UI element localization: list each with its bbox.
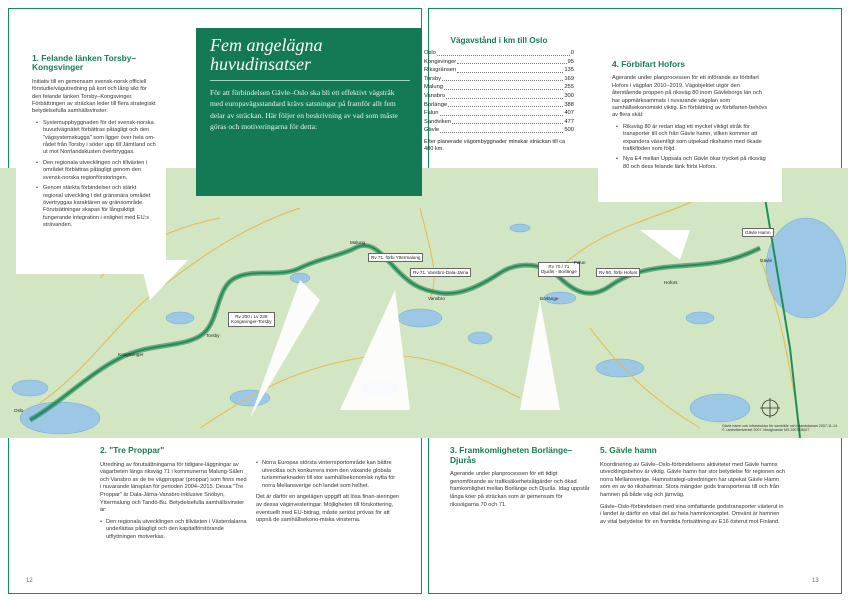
distance-place: Gävle — [424, 127, 440, 134]
distance-place: Kongsvinger — [424, 58, 457, 65]
distance-row — [424, 58, 574, 67]
distance-row — [424, 83, 574, 92]
distance-value: 388 — [564, 101, 574, 108]
map-copyright: Gävle hamn och infrastruktur för samhälle och inlandsbanan 2007-11-14 © Lantmäteriverket 2007. Medgivande MS 2007/05627 — [722, 424, 837, 433]
city-oslo: Oslo — [14, 408, 24, 413]
section-5-p2: Gävle–Oslo-förbindelsen med sina omfattande godstransporter västerut in i landet är därför en vital del av hela hamnkonceptet. Omvänt är hamnen av vital betydelse för en framtida fortsättning av E16 österut mot Finland. — [600, 503, 784, 525]
city-malung: Malung — [350, 240, 366, 245]
city-hofors: Hofors — [664, 280, 678, 285]
city-gavle: Gävle — [760, 258, 773, 263]
distance-row — [424, 101, 574, 110]
map-label-rv200: Rv 200 / Lv 239 Kongsvinger-Torsby — [228, 312, 275, 327]
distance-row — [424, 126, 574, 135]
section-2-col2-text: Det är därför en angelägen uppgift att lösa finan-sieringen av dessa väginvesteringar. Möjligheten till förskottering, eventuellt med EU-bidrag, måste seriöst prövas för att uppnå de samhällsekono-miska vinsterna. — [256, 494, 400, 524]
city-falun: Falun — [574, 260, 586, 265]
distance-place: Torsby — [424, 75, 442, 82]
distance-value: 95 — [567, 58, 574, 65]
distance-row — [424, 75, 574, 84]
section-1-bullet: • Genom stärkta förbindelser och stärkt regional utveckling i det gränsnära området övertryggas karaktären av gränsområde. Förutsättningar skapas för långsiktigt fungerande integration i enlighet med EU:s strävanden. — [38, 185, 156, 229]
map-label-rv70: Rv 70 / 71 Djurås - Borlänge — [538, 262, 580, 277]
section-2-bullet: • Norra Europas största vinterrsportområde kan bättre utvecklas och konkurrera inom den växande globala turismmarknaden till stor samhällsekonomisk nytta för norra Mellansverige och landet som helhet. — [256, 460, 404, 490]
map-label-rv71: Rv 71. förbi Yttermalung — [368, 253, 423, 262]
distance-note: Efter planerade vägombyggnader minskar sträckan till ca 480 km. — [424, 138, 566, 153]
section-3-col — [450, 446, 590, 513]
distance-value: 477 — [564, 118, 574, 125]
section-4-title: 4. Förbifart Hofors — [612, 59, 686, 69]
distance-place: Sandviken — [424, 118, 452, 125]
distance-row — [424, 118, 574, 127]
distance-leader — [457, 58, 566, 65]
distance-row — [424, 66, 574, 75]
distance-rows — [424, 49, 574, 135]
distance-row — [424, 109, 574, 118]
section-5-p1: Koordinering av Gävle–Oslo-förbindelsens aktiviteter med Gävle hamns utvecklingsbehov är viktig. Gävle hamn har stor betydelse för regionen och norra Mellansverige. Hamnstrategi-utredningen har utpekat Gävle Hamn som en av tio rikshamnar. Stora mängder gods transporteras till och från hamnen på både väg och järnväg. — [600, 461, 786, 498]
distance-place: Borlänge — [424, 101, 448, 108]
distance-value: 300 — [564, 92, 574, 99]
distance-value: 407 — [564, 110, 574, 117]
city-torsby: Torsby — [206, 333, 220, 338]
distance-value: 135 — [564, 67, 574, 74]
distance-place: Falun — [424, 110, 439, 117]
section-4-bullet: • Riksväg 80 är redan idag ett mycket viktigt stråk för transporter till och från Gävle hamn, vilken kommer att expandera väsentligt som utpekad rikshamn med ökade trafikflöden som följd. — [618, 124, 770, 154]
distance-value: 500 — [564, 127, 574, 134]
section-4-bullet: • Nya E4 mellan Uppsala och Gävle ökar trycket på riksväg 80 och dess felande länk förbi Hofors. — [618, 156, 770, 171]
distance-row — [424, 92, 574, 101]
map-label-rv71b: Rv 71. Vansbro-Dala-Järna — [410, 268, 471, 277]
distance-place: Oslo — [424, 50, 436, 56]
section-1-intro: Initiativ till en gemensam svensk-norsk officiell förstudie/vägutredning på kort och lång sikt för den felande länken Torsby–Kongsvinger. Förbättringen av sträckan leder till flera strategiskt betydelsefulla samhällsvinster: — [32, 78, 156, 115]
intro-green-box — [196, 28, 422, 196]
map-label-gavle-hamn: Gävle Hamn — [742, 228, 774, 237]
section-4-box — [598, 52, 782, 202]
distance-leader — [448, 101, 563, 108]
section-2-bullet: • Den regionala utvecklingen och tillväxten i Västerdalarna underlättas påtagligt och den kapitalförstörande utflyttningen motverkas. — [100, 519, 248, 542]
distance-title: Vägavstånd i km till Oslo — [450, 36, 548, 45]
distance-row — [424, 49, 574, 58]
distance-value: 0 — [570, 50, 574, 56]
section-4-bullets — [612, 124, 770, 171]
section-1-bullet: • Systemuppbyggnaden för det svensk-norska huvudvägnätet förbättras påtagligt och den "vägsystemskugga" som ligger över hela om-rådet från Torsby i söder upp till Jämtland och ut mot Norrlandskusten överbryggas. — [38, 120, 156, 157]
distance-leader — [437, 49, 570, 56]
distance-leader — [440, 126, 563, 133]
section-2-col-1 — [100, 446, 248, 546]
section-5-title: 5. Gävle hamn — [600, 445, 657, 455]
section-1-bullets — [32, 120, 156, 230]
intro-text: För att förbindelsen Gävle–Oslo ska bli ett effektivt vägstråk med europavägsstandard krävs satsningar på framför allt fem delar av sträckan. Här följer en beskrivning av vad som måste göras och motiveringarna för detta: — [210, 88, 398, 132]
page-number-right: 13 — [812, 578, 819, 584]
city-vansbro: Vansbro — [428, 296, 445, 301]
city-borlange: Borlänge — [540, 296, 559, 301]
intro-rule — [210, 80, 410, 81]
section-3-title: 3. Framkomligheten Borlänge–Djurås — [450, 445, 573, 465]
intro-title: Fem angelägna huvudinsatser — [210, 35, 323, 74]
distance-table — [424, 36, 574, 154]
distance-leader — [446, 92, 563, 99]
section-3-text: Agerande under planprocessen för ett tidigt genomförande av trafiksäkerhetsåtgärder och ökad framkomlighet mellan Borlänge och Djurås. Idag uppstår långa köer på sträckan som är gemensam för riksvägarna 70 och 71. — [450, 471, 590, 508]
distance-place: Malung — [424, 84, 444, 91]
section-1-box — [16, 46, 166, 274]
distance-leader — [442, 75, 563, 82]
section-5-col — [600, 446, 786, 530]
distance-leader — [457, 66, 563, 73]
distance-value: 169 — [564, 75, 574, 82]
map-label-rv80: Rv 80. förbi Hofors — [596, 268, 640, 277]
section-1-bullet: • Den regionala utvecklingen och tillväxten i området förbättras påtagligt genom den svensk-norska regionförstoringen. — [38, 160, 156, 182]
distance-leader — [440, 109, 564, 116]
city-kongsvinger: Kongsvinger — [118, 352, 144, 357]
section-2-title: 2. "Tre Proppar" — [100, 445, 165, 455]
distance-place: Riksgränsen — [424, 67, 457, 74]
distance-leader — [444, 83, 563, 90]
distance-place: Vansbro — [424, 92, 446, 99]
section-1-title: 1. Felande länken Torsby–Kongsvinger — [32, 53, 137, 73]
distance-leader — [452, 118, 563, 125]
section-4-intro: Agerande under planprocessen för ett införande av förbifart Hofors i vägplan 2010–2019. Vägobjektet utgör den återstående proppen på riksväg 80 inom Gävleborgs län och har uppmärksammats i nuvarande vägplan som samhällsekonomiskt viktig. En förbättring av förbifarten behövs av flera skäl: — [612, 75, 768, 119]
distance-value: 255 — [564, 84, 574, 91]
page-number-left: 12 — [26, 578, 33, 584]
section-2-text: Utredning av förutsättningarna för tidigare-läggningar av vägarbeten längs riksväg 71 i kommunerna Malung-Sälen och Vansbro av de tre vägproppar (proppar) som finns med i nuvarande länsplan för perioden 2004–2015. Dessa "Tre Proppar" är Dala-Järna-Vansbro inklusive Snöbyn, Yttermalung och Tandö-Bu. Betydelsefulla samhällsvinster är: — [100, 461, 247, 514]
section-2-col-2 — [256, 460, 404, 529]
